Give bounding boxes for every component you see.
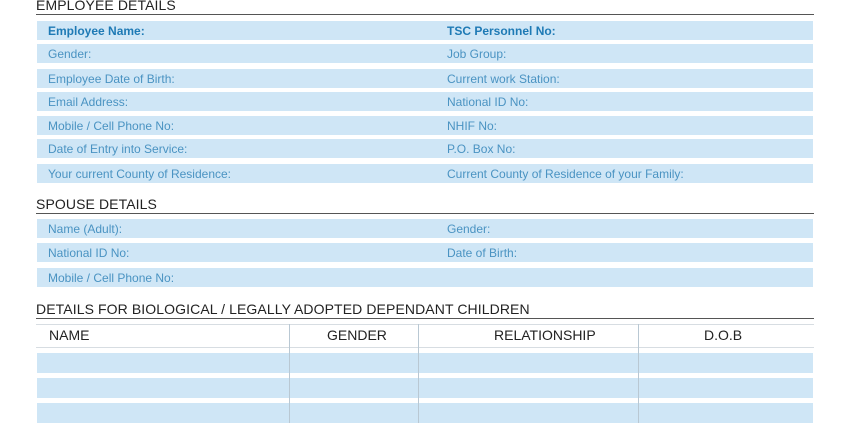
spouse-row-1[interactable] [37, 219, 813, 238]
family-county-residence-label: Current County of Residence of your Family: [447, 167, 684, 181]
employee-details-title: EMPLOYEE DETAILS [36, 0, 176, 13]
employee-row-2[interactable] [37, 44, 813, 63]
national-id-label: National ID No: [447, 95, 529, 109]
column-divider [638, 324, 639, 423]
employee-row-7[interactable] [37, 164, 813, 183]
spouse-details-rule [36, 213, 814, 214]
employee-name-label: Employee Name: [48, 24, 145, 38]
header-name: NAME [49, 327, 90, 343]
spouse-name-label: Name (Adult): [48, 222, 123, 236]
county-residence-label: Your current County of Residence: [48, 167, 231, 181]
header-relationship: RELATIONSHIP [494, 327, 596, 343]
employee-row-5[interactable] [37, 116, 813, 135]
table-top-line [36, 324, 814, 325]
children-details-title: DETAILS FOR BIOLOGICAL / LEGALLY ADOPTED DEPENDANT CHILDREN [36, 301, 530, 317]
date-of-entry-label: Date of Entry into Service: [48, 142, 188, 156]
child-row[interactable] [37, 353, 813, 373]
column-divider [418, 324, 419, 423]
employee-row-1[interactable] [37, 21, 813, 40]
mobile-phone-label: Mobile / Cell Phone No: [48, 119, 175, 133]
column-divider [289, 324, 290, 423]
child-row[interactable] [37, 378, 813, 398]
spouse-national-id-label: National ID No: [48, 246, 130, 260]
spouse-details-title: SPOUSE DETAILS [36, 196, 157, 212]
employee-dob-label: Employee Date of Birth: [48, 72, 175, 86]
current-work-station-label: Current work Station: [447, 72, 560, 86]
spouse-row-3[interactable] [37, 268, 813, 287]
po-box-label: P.O. Box No: [447, 142, 516, 156]
employee-row-3[interactable] [37, 69, 813, 88]
nhif-no-label: NHIF No: [447, 119, 498, 133]
header-dob: D.O.B [704, 327, 743, 343]
tsc-personnel-no-label: TSC Personnel No: [447, 24, 556, 38]
employee-row-6[interactable] [37, 139, 813, 158]
employee-row-4[interactable] [37, 92, 813, 111]
spouse-row-2[interactable] [37, 243, 813, 262]
children-details-rule [36, 318, 814, 319]
header-gender: GENDER [327, 327, 387, 343]
spouse-gender-label: Gender: [447, 222, 491, 236]
spouse-mobile-label: Mobile / Cell Phone No: [48, 271, 175, 285]
child-row[interactable] [37, 403, 813, 423]
email-address-label: Email Address: [48, 95, 129, 109]
children-table-header [36, 324, 814, 347]
job-group-label: Job Group: [447, 47, 507, 61]
gender-label: Gender: [48, 47, 92, 61]
spouse-dob-label: Date of Birth: [447, 246, 518, 260]
table-header-line [36, 347, 814, 348]
employee-details-rule [36, 14, 814, 15]
